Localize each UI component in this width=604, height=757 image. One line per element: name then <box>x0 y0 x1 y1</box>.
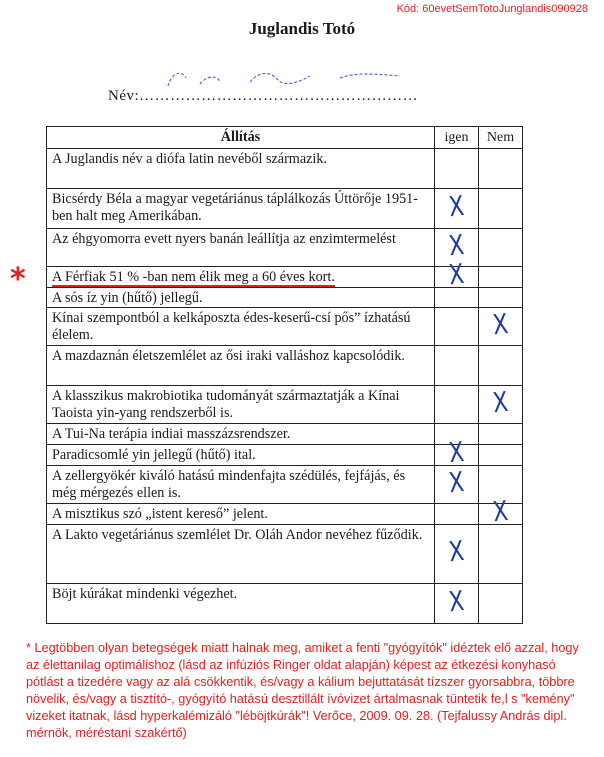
statement-text: A Férfiak 51 % -ban nem élik meg a 60 éves kort. <box>52 269 335 285</box>
statement-cell <box>47 229 435 267</box>
nem-cell[interactable] <box>479 496 523 529</box>
handwritten-x-mark: X <box>447 536 466 569</box>
statement-text: A mazdaznán életszemlélet az ősi iraki valláshoz kapcsolódik. <box>52 348 405 364</box>
nem-cell[interactable] <box>479 525 523 584</box>
igen-cell[interactable] <box>435 584 479 624</box>
header-nem: Nem <box>479 127 523 149</box>
igen-cell[interactable] <box>435 504 479 525</box>
igen-cell[interactable] <box>435 346 479 386</box>
table-header-row <box>47 127 523 149</box>
igen-cell[interactable] <box>435 386 479 424</box>
statement-cell <box>47 424 435 445</box>
header-igen: igen <box>435 127 479 149</box>
handwritten-x-mark: X <box>491 386 510 420</box>
statement-cell <box>47 267 435 288</box>
statement-cell <box>47 584 435 624</box>
statement-text: A zellergyökér kiváló hatású mindenfajta szédülés, fejfájás, és még mérgezés ellen is. <box>52 468 406 501</box>
handwritten-x-mark: X <box>447 466 466 500</box>
igen-cell[interactable] <box>435 259 479 292</box>
asterisk-marker: * <box>10 262 26 297</box>
statement-text: A Juglandis név a diófa latin nevéből származik. <box>52 151 327 167</box>
table-row <box>47 308 523 346</box>
table-row <box>47 386 523 424</box>
statement-cell <box>47 525 435 584</box>
statement-cell <box>47 189 435 229</box>
table-row <box>47 189 523 229</box>
handwritten-x-mark: X <box>447 229 466 263</box>
igen-cell[interactable] <box>435 437 479 470</box>
igen-cell[interactable] <box>435 308 479 346</box>
table-row <box>47 525 523 584</box>
nem-cell[interactable] <box>479 229 523 267</box>
document-title: Juglandis Totó <box>248 19 356 38</box>
statement-cell <box>47 504 435 525</box>
statement-text: Bicsérdy Béla a magyar vegetáriánus táplálkozás Úttörője 1951-ben halt meg Amerikában. <box>52 191 418 224</box>
statement-cell <box>47 308 435 346</box>
header-statement: Állítás <box>47 127 435 149</box>
statement-text: Kínai szempontból a kelkáposzta édes-keserű-csí pős” ízhatású élelem. <box>52 310 411 343</box>
igen-cell[interactable] <box>435 189 479 229</box>
statement-text: A Lakto vegetáriánus szemlélet Dr. Oláh Andor nevéhez fűződik. <box>52 527 423 543</box>
quiz-table <box>46 126 523 624</box>
statement-text: Az éhgyomorra evett nyers banán leállítja az enzimtermelést <box>52 231 396 247</box>
statement-cell <box>47 445 435 466</box>
handwritten-x-mark: X <box>491 308 510 342</box>
nem-cell[interactable] <box>479 149 523 189</box>
table-row <box>47 149 523 189</box>
igen-cell[interactable] <box>435 466 479 504</box>
handwritten-x-mark: X <box>447 437 466 470</box>
handwritten-x-mark: X <box>447 585 466 619</box>
table-row <box>47 584 523 624</box>
nem-cell[interactable] <box>479 308 523 346</box>
statement-text: A Tui-Na terápia indiai masszázsrendszer. <box>52 426 291 442</box>
table-row <box>47 466 523 504</box>
statement-cell <box>47 466 435 504</box>
handwritten-x-mark: X <box>447 190 466 224</box>
table-row <box>47 267 523 288</box>
statement-text: A sós íz yin (hűtő) jellegű. <box>52 290 203 306</box>
table-row <box>47 504 523 525</box>
nem-cell[interactable] <box>479 424 523 445</box>
statement-cell <box>47 149 435 189</box>
nem-cell[interactable] <box>479 346 523 386</box>
statement-cell <box>47 386 435 424</box>
document-code: Kód: 60evetSemTotoJunglandis090928 <box>396 3 588 15</box>
statement-text: A klasszikus makrobiotika tudományát származtatják a Kínai Taoista yin-yang rendszerből is. <box>52 388 400 421</box>
nem-cell[interactable] <box>479 445 523 466</box>
table-row <box>47 346 523 386</box>
name-field: Név:……………………………………………… <box>108 88 419 104</box>
table-row <box>47 445 523 466</box>
footnote: * Legtöbben olyan betegségek miatt halnak meg, amiket a fenti "gyógyítók" idéztek elő azzal, hogy az élettanilag optimálishoz (lásd az infúziós Ringer oldat alapján) képest az étkezési konyhasó pótlást a tizedére vagy az alá csökkentik, és/vagy a kálium bejuttatását tízszer gyorsabbra, többre növelik, és/vagy a tisztító-, gyógyító hatású desztillált ívóvizet ártalmasnak tüntetik fe,l s "kemény" vizeket itatnak, lásd hyperkalémizáló "léböjtkúrák"! Verőce, 2009. 09. 28. (Tejfalussy András dipl. mérnök, méréstani szakértő) <box>26 641 579 740</box>
handwritten-x-mark: X <box>447 259 466 292</box>
nem-cell[interactable] <box>479 386 523 424</box>
statement-text: Böjt kúrákat mindenki végezhet. <box>52 586 238 602</box>
igen-cell[interactable] <box>435 525 479 584</box>
igen-cell[interactable] <box>435 149 479 189</box>
nem-cell[interactable] <box>479 584 523 624</box>
nem-cell[interactable] <box>479 189 523 229</box>
nem-cell[interactable] <box>479 288 523 308</box>
statement-text: Paradicsomlé yin jellegű (hűtő) ital. <box>52 447 256 463</box>
handwritten-x-mark: X <box>491 496 510 529</box>
nem-cell[interactable] <box>479 267 523 288</box>
statement-cell <box>47 288 435 308</box>
statement-cell <box>47 346 435 386</box>
statement-text: A misztikus szó „istent kereső” jelent. <box>52 506 268 522</box>
